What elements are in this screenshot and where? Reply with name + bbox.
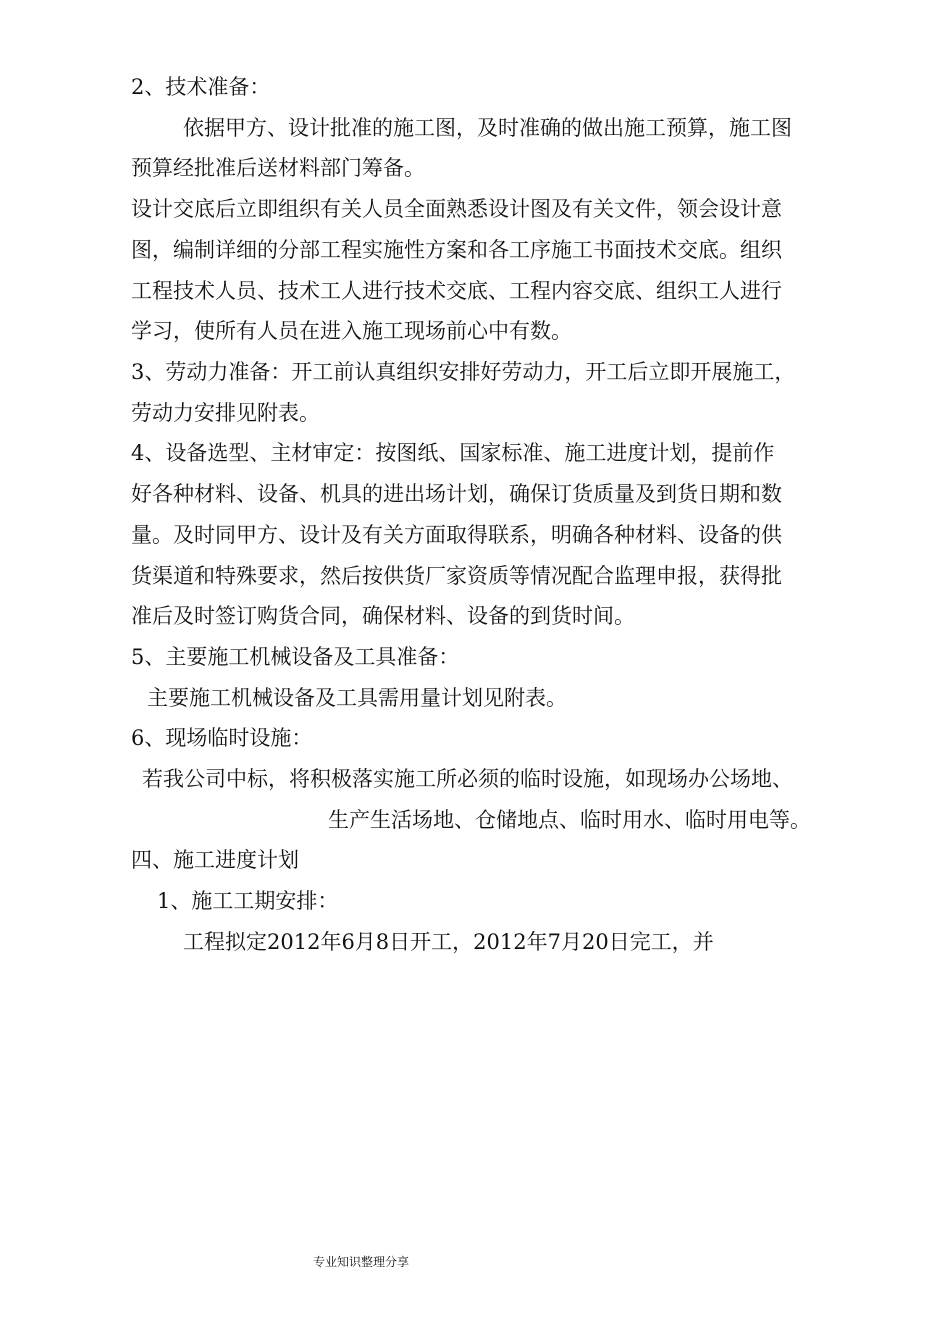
paragraph-line: 劳动力安排见附表。 [131,401,320,425]
paragraph-line: 生产生活场地、仓储地点、临时用水、临时用电等。 [328,808,811,832]
section-heading-labor-prep: 3、劳动力准备：开工前认真组织安排好劳动力，开工后立即开展施工， [131,360,796,384]
section-heading-schedule: 四、施工进度计划 [131,848,299,872]
paragraph-line: 若我公司中标，将积极落实施工所必须的临时设施，如现场办公场地、 [142,767,793,791]
paragraph-line: 货渠道和特殊要求，然后按供货厂家资质等情况配合监理申报，获得批 [131,564,782,588]
paragraph-line: 主要施工机械设备及工具需用量计划见附表。 [147,686,567,710]
section-heading-technical-prep: 2、技术准备： [131,75,271,99]
paragraph-line: 工程技术人员、技术工人进行技术交底、工程内容交底、组织工人进行 [131,279,782,303]
paragraph-line: 准后及时签订购货合同，确保材料、设备的到货时间。 [131,604,635,628]
paragraph-line: 学习，使所有人员在进入施工现场前心中有数。 [131,319,572,343]
paragraph-line: 好各种材料、设备、机具的进出场计划，确保订货质量及到货日期和数 [131,482,782,506]
page-footer: 专业知识整理分享 [313,1255,410,1269]
section-heading-equipment-selection: 4、设备选型、主材审定：按图纸、国家标准、施工进度计划，提前作 [131,441,775,465]
paragraph-line: 图，编制详细的分部工程实施性方案和各工序施工书面技术交底。组织 [131,238,782,262]
paragraph-line: 工程拟定2012年6月8日开工，2012年7月20日完工，并 [183,930,714,954]
paragraph-line: 量。及时同甲方、设计及有关方面取得联系，明确各种材料、设备的供 [131,523,782,547]
paragraph-line: 预算经批准后送材料部门筹备。 [131,156,425,180]
section-heading-machinery-prep: 5、主要施工机械设备及工具准备： [131,645,460,669]
subsection-heading-duration: 1、施工工期安排： [157,889,339,913]
section-heading-temporary-facilities: 6、现场临时设施： [131,726,313,750]
paragraph-line: 依据甲方、设计批准的施工图，及时准确的做出施工预算，施工图 [183,116,792,140]
paragraph-line: 设计交底后立即组织有关人员全面熟悉设计图及有关文件，领会设计意 [131,197,782,221]
